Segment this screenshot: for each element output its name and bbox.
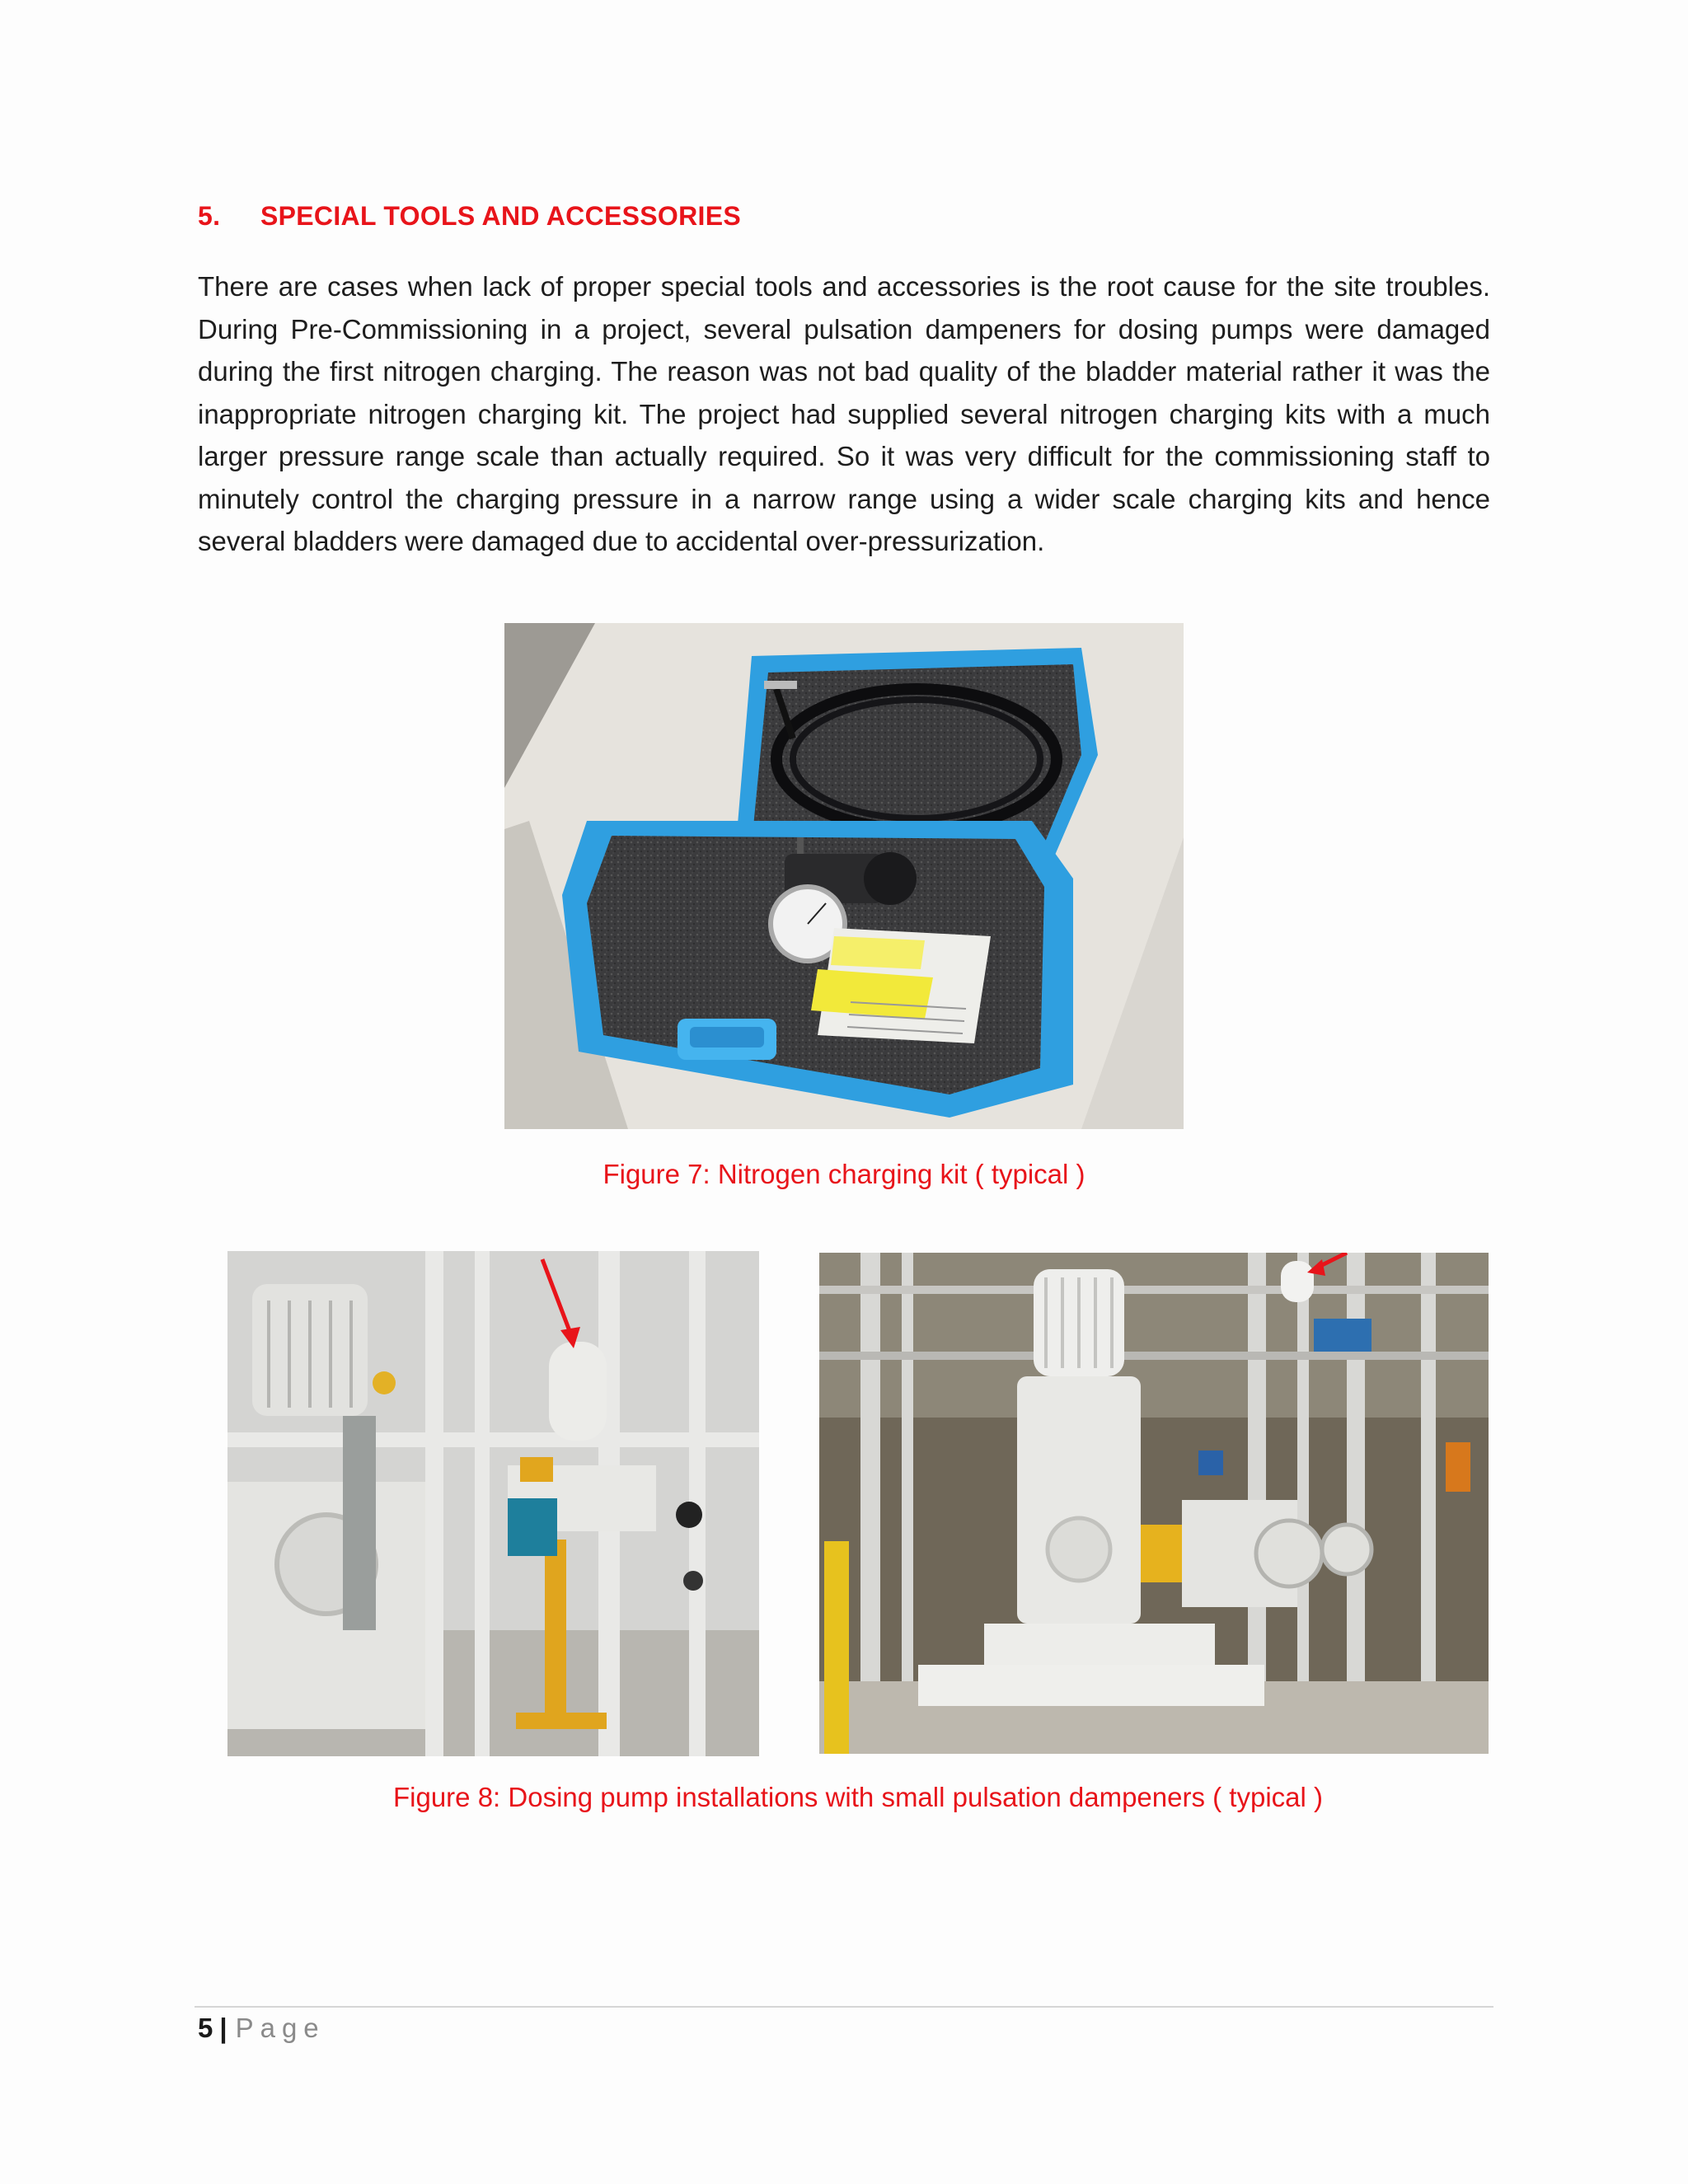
figure-7-image <box>504 623 1184 1129</box>
figure-7-caption: Figure 7: Nitrogen charging kit ( typical ) <box>603 1159 1085 1189</box>
page-label: Page <box>235 2013 326 2043</box>
footer-divider <box>195 2006 1493 2008</box>
body-paragraph: There are cases when lack of proper special tools and accessories is the root cause for the site troubles. During Pre-Commissioning in a project, several pulsation dampeners for dosing pumps were damaged during the first nitrogen charging. The reason was not bad quality of the bladder material rather it was the inappropriate nitrogen charging kit. The project had supplied several nitrogen charging kits with a much larger pressure range scale than actually required. So it was very difficult for the commissioning staff to minutely control the charging pressure in a narrow range using a wider scale charging kits and hence several bladders were damaged due to accidental over-pressurization. <box>198 271 1490 556</box>
page-number: 5 <box>198 2013 213 2043</box>
figure-8-caption: Figure 8: Dosing pump installations with small pulsation dampeners ( typical ) <box>392 1782 1323 1812</box>
figure-8-right-image <box>819 1253 1489 1754</box>
section-number: 5. <box>198 201 221 231</box>
section-title: SPECIAL TOOLS AND ACCESSORIES <box>260 201 742 231</box>
page-footer <box>198 2013 326 2044</box>
section-heading <box>198 201 741 232</box>
figure-8-left-image <box>227 1251 759 1756</box>
footer-separator: | <box>219 2013 227 2043</box>
